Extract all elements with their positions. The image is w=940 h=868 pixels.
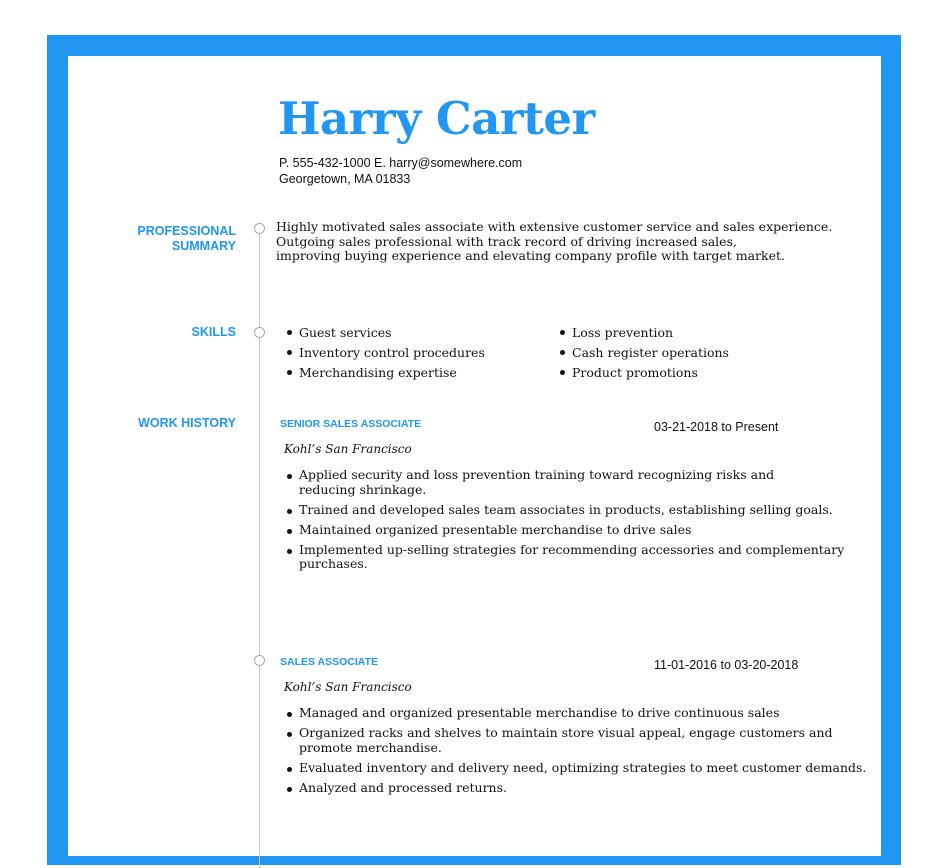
skill-item: Loss prevention xyxy=(558,324,729,344)
bullet-line: Maintained organized presentable merchandise to drive sales xyxy=(299,521,692,537)
summary-label-line-2: SUMMARY xyxy=(171,239,236,253)
contact-phone-email: P. 555-432-1000 E. harry@somewhere.com xyxy=(279,156,523,170)
bullet-line: Trained and developed sales team associates in products, establishing selling goals. xyxy=(299,501,833,517)
contact-address: Georgetown, MA 01833 xyxy=(279,172,411,186)
job-bullet xyxy=(285,726,845,755)
summary-line: improving buying experience and elevating company profile with target market. xyxy=(276,248,786,263)
bullet-line: promote merchandise. xyxy=(299,739,442,755)
job-bullet xyxy=(285,706,845,721)
bullet-line: reducing shrinkage. xyxy=(299,481,427,497)
contact-info xyxy=(279,155,522,187)
timeline-line xyxy=(259,228,260,868)
bullet-line: Applied security and loss prevention training toward recognizing risks and xyxy=(299,467,775,482)
bullet-line: Analyzed and processed returns. xyxy=(299,779,507,795)
job-bullet xyxy=(285,468,845,497)
bullet-line: Evaluated inventory and delivery need, optimizing strategies to meet customer demands. xyxy=(299,759,867,775)
section-label-summary xyxy=(76,224,236,254)
skill-item: Guest services xyxy=(285,324,485,344)
summary-text xyxy=(276,219,833,264)
timeline-dot-job-2 xyxy=(254,655,265,666)
timeline-dot-skills xyxy=(254,327,265,338)
skills-list-right xyxy=(558,324,729,384)
job-bullet xyxy=(285,781,845,796)
section-label-work-history: WORK HISTORY xyxy=(138,416,236,430)
bullet-line: Managed and organized presentable merchandise to drive continuous sales xyxy=(299,705,780,720)
job-bullet xyxy=(285,503,845,518)
job-company: Kohl’s San Francisco xyxy=(284,442,412,456)
job-bullet xyxy=(285,759,867,776)
job-title: SALES ASSOCIATE xyxy=(280,656,379,668)
job-dates: 11-01-2016 to 03-20-2018 xyxy=(654,658,799,672)
timeline-dot-summary xyxy=(254,223,265,234)
candidate-name: Harry Carter xyxy=(278,92,595,145)
skill-item: Cash register operations xyxy=(558,344,729,364)
bullet-line: purchases. xyxy=(299,556,368,571)
section-label-skills: SKILLS xyxy=(191,325,236,339)
skills-list-left xyxy=(285,324,485,384)
job-title: SENIOR SALES ASSOCIATE xyxy=(280,418,422,430)
job-bullet xyxy=(285,523,845,538)
bullet-line: Implemented up-selling strategies for recommending accessories and complementary xyxy=(299,541,845,557)
skill-item: Inventory control procedures xyxy=(285,344,485,364)
job-bullet xyxy=(285,543,845,572)
job-bullets xyxy=(285,705,867,801)
skill-item: Merchandising expertise xyxy=(285,364,485,384)
bullet-line: Organized racks and shelves to maintain store visual appeal, engage customers and xyxy=(299,725,833,740)
summary-line: Outgoing sales professional with track record of driving increased sales, xyxy=(276,233,737,249)
job-bullets xyxy=(285,468,845,577)
resume-page xyxy=(68,56,881,856)
skill-item: Product promotions xyxy=(558,364,729,384)
job-dates: 03-21-2018 to Present xyxy=(654,420,779,434)
summary-line: Highly motivated sales associate with extensive customer service and sales experience. xyxy=(276,219,833,234)
summary-label-line-1: PROFESSIONAL xyxy=(137,224,236,238)
job-company: Kohl’s San Francisco xyxy=(284,680,412,694)
